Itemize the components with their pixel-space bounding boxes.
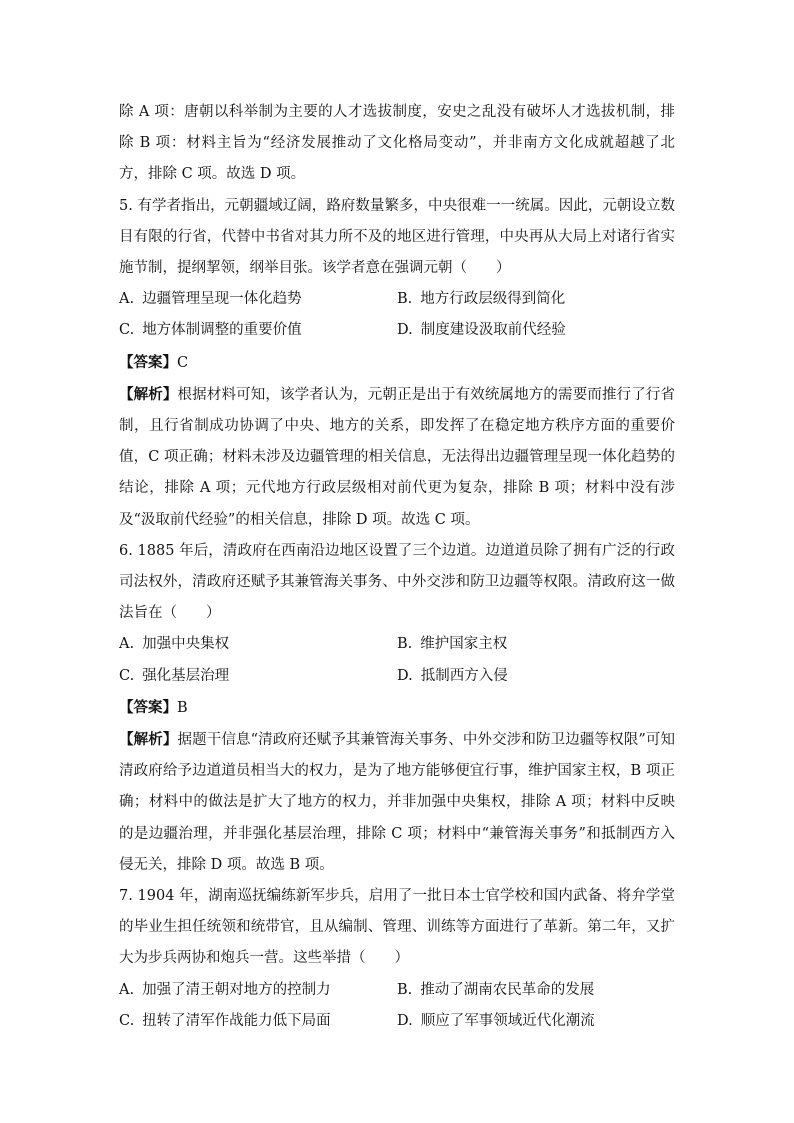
question-stem: 5. 有学者指出，元朝疆域辽阔，路府数量繁多，中央很难一一统属。因此，元朝设立数目有限的行省，代替中书省对其力所不及的地区进行管理，中央再从大局上对诸行省实施节制，提纲挈领，纲举目张。该学者意在强调元朝（ ） [119,197,675,277]
option-text: 推动了湖南农民革命的发展 [420,981,595,998]
analysis-paragraph [119,379,675,536]
options-list [119,629,675,691]
option-text: 地方体制调整的重要价值 [142,322,302,339]
option-text: 顺应了军事领域近代化潮流 [420,1012,595,1029]
option-a [119,629,397,660]
document-body [119,97,675,1037]
option-letter: D. [397,322,413,339]
analysis-text: 根据材料可知，该学者认为，元朝正是出于有效统属地方的需要而推行了行省制，且行省制成功协调了中央、地方的关系，即发挥了在稳定地方秩序方面的重要价值，C 项正确；材料未涉及边疆管理的相关信息，无法得出边疆管理呈现一体化趋势的结论，排除 A 项；元代地方行政层级相对前代更为复杂，排除 B 项；材料中没有涉及“汲取前代经验”的相关信息，排除 D 项。故选 C 项。 [119,386,676,528]
option-letter: C. [119,667,135,684]
option-text: 强化基层治理 [142,667,230,684]
option-a [119,975,397,1006]
question-7 [119,881,675,1037]
option-c [119,661,397,692]
option-letter: A. [119,636,135,653]
option-b [397,284,675,315]
option-a [119,284,397,315]
option-letter: D. [397,667,413,684]
analysis-text: 据题干信息“清政府还赋予其兼管海关事务、中外交涉和防卫边疆等权限”可知清政府给予边道道员相当大的权力，是为了地方能够便宜行事，维护国家主权，B 项正确；材料中的做法是扩大了地方的权力，并非加强中央集权，排除 A 项；材料中反映的是边疆治理，并非强化基层治理，排除 C 项；材料中“兼管海关事务”和抵制西方入侵无关，排除 D 项。故选 B 项。 [119,732,676,873]
option-b [397,629,675,660]
analysis-tag: 【解析】 [119,385,178,403]
option-letter: C. [119,1012,135,1029]
question-stem: 7. 1904 年，湖南巡抚编练新军步兵，启用了一批日本士官学校和国内武备、将弁学堂的毕业生担任统领和统带官，且从编制、管理、训练等方面进行了革新。第二年，又扩大为步兵两协和炮兵一营。这些举措（ ） [119,888,675,967]
option-letter: B. [397,636,413,653]
question-6 [119,536,675,881]
question-5 [119,191,675,536]
answer-value: C [177,354,189,371]
option-d [397,661,675,692]
option-d [397,1006,675,1037]
option-letter: B. [397,981,413,998]
option-text: 边疆管理呈现一体化趋势 [142,291,302,308]
option-letter: A. [119,981,135,998]
lead-paragraph: 除 A 项：唐朝以科举制为主要的人才选拔制度，安史之乱没有破坏人才选拔机制，排除 B 项：材料主旨为“经济发展推动了文化格局变动”，并非南方文化成就超越了北方，排除 C 项。故选 D 项。 [119,104,675,183]
option-c [119,315,397,346]
option-text: 维护国家主权 [420,636,508,653]
option-text: 抵制西方入侵 [420,667,508,684]
analysis-paragraph [119,724,675,881]
answer-line [119,692,675,724]
answer-line [119,347,675,379]
option-letter: A. [119,291,135,308]
analysis-tag: 【解析】 [119,731,178,749]
option-text: 加强了清王朝对地方的控制力 [142,981,331,998]
answer-value: B [177,699,188,716]
option-text: 加强中央集权 [142,636,230,653]
answer-tag: 【答案】 [119,353,177,371]
options-list [119,284,675,346]
option-text: 制度建设汲取前代经验 [420,322,566,339]
options-list [119,975,675,1037]
option-text: 地方行政层级得到简化 [420,291,566,308]
option-letter: D. [397,1012,413,1029]
option-b [397,975,675,1006]
question-stem: 6. 1885 年后，清政府在西南沿边地区设置了三个边道。边道道员除了拥有广泛的行政司法权外，清政府还赋予其兼管海关事务、中外交涉和防卫边疆等权限。清政府这一做法旨在（ ） [119,542,675,622]
option-text: 扭转了清军作战能力低下局面 [142,1012,331,1029]
answer-tag: 【答案】 [119,698,177,716]
option-letter: C. [119,322,135,339]
option-c [119,1006,397,1037]
option-letter: B. [397,291,413,308]
option-d [397,315,675,346]
